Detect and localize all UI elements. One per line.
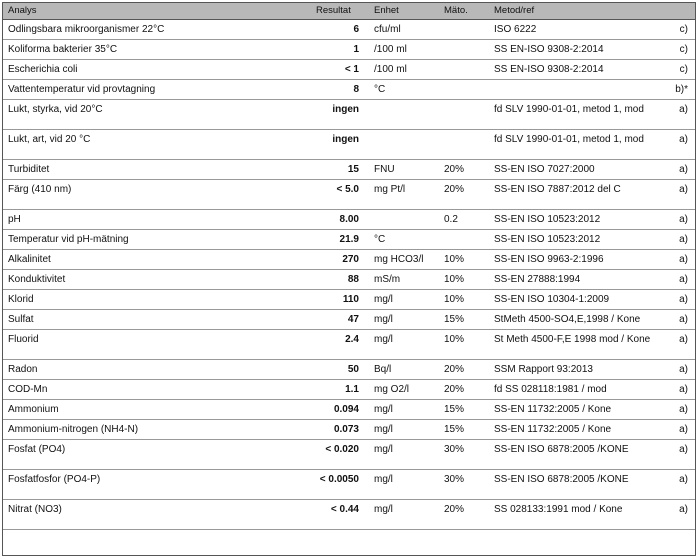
result-value: 47 bbox=[347, 314, 359, 325]
method-ref: fd SS 028118:1981 / mod bbox=[494, 384, 607, 395]
table-header bbox=[3, 3, 695, 20]
accreditation-note: a) bbox=[679, 504, 688, 515]
accreditation-note: a) bbox=[679, 334, 688, 345]
measurement-uncertainty: 20% bbox=[444, 384, 465, 395]
accreditation-note: b)* bbox=[675, 84, 688, 95]
measurement-uncertainty: 30% bbox=[444, 474, 465, 485]
method-ref: SS-EN ISO 9963-2:1996 bbox=[494, 254, 604, 265]
accreditation-note: a) bbox=[679, 364, 688, 375]
accreditation-note: a) bbox=[679, 274, 688, 285]
table-row bbox=[3, 400, 695, 420]
header-mato: Mäto. bbox=[444, 5, 468, 16]
measurement-uncertainty: 20% bbox=[444, 364, 465, 375]
analyte-name: Odlingsbara mikroorganismer 22°C bbox=[8, 24, 165, 35]
unit: °C bbox=[374, 84, 386, 95]
accreditation-note: a) bbox=[679, 234, 688, 245]
table-row bbox=[3, 250, 695, 270]
method-ref: SS 028133:1991 mod / Kone bbox=[494, 504, 623, 515]
table-row bbox=[3, 290, 695, 310]
result-value: 21.9 bbox=[339, 234, 359, 245]
analyte-name: Alkalinitet bbox=[8, 254, 51, 265]
analyte-name: Ammonium-nitrogen (NH4-N) bbox=[8, 424, 139, 435]
result-value: 50 bbox=[347, 364, 359, 375]
unit: mg/l bbox=[374, 474, 393, 485]
method-ref: SS-EN ISO 10523:2012 bbox=[494, 214, 601, 225]
unit: mg/l bbox=[374, 404, 393, 415]
accreditation-note: c) bbox=[679, 44, 688, 55]
result-value: 15 bbox=[347, 164, 359, 175]
analyte-name: Sulfat bbox=[8, 314, 34, 325]
analyte-name: COD-Mn bbox=[8, 384, 48, 395]
analyte-name: Lukt, styrka, vid 20°C bbox=[8, 104, 103, 115]
measurement-uncertainty: 30% bbox=[444, 444, 465, 455]
table-row bbox=[3, 40, 695, 60]
result-value: 2.4 bbox=[345, 334, 359, 345]
method-ref: fd SLV 1990-01-01, metod 1, mod bbox=[494, 134, 644, 145]
accreditation-note: a) bbox=[679, 314, 688, 325]
method-ref: SS-EN ISO 6878:2005 /KONE bbox=[494, 444, 629, 455]
unit: mg HCO3/l bbox=[374, 254, 424, 265]
analyte-name: Radon bbox=[8, 364, 38, 375]
analyte-name: Klorid bbox=[8, 294, 34, 305]
method-ref: SSM Rapport 93:2013 bbox=[494, 364, 593, 375]
result-value: < 0.44 bbox=[330, 504, 359, 515]
accreditation-note: a) bbox=[679, 254, 688, 265]
method-ref: fd SLV 1990-01-01, metod 1, mod bbox=[494, 104, 644, 115]
measurement-uncertainty: 15% bbox=[444, 314, 465, 325]
measurement-uncertainty: 0.2 bbox=[444, 214, 458, 225]
unit: mg/l bbox=[374, 334, 393, 345]
result-value: 110 bbox=[342, 294, 359, 305]
method-ref: StMeth 4500-SO4,E,1998 / Kone bbox=[494, 314, 641, 325]
accreditation-note: a) bbox=[679, 164, 688, 175]
table-row bbox=[3, 470, 695, 500]
method-ref: St Meth 4500-F,E 1998 mod / Kone bbox=[494, 334, 651, 345]
result-value: 1.1 bbox=[345, 384, 359, 395]
measurement-uncertainty: 10% bbox=[444, 274, 465, 285]
method-ref: SS EN-ISO 9308-2:2014 bbox=[494, 64, 604, 75]
unit: Bq/l bbox=[374, 364, 392, 375]
result-value: 8 bbox=[353, 84, 359, 95]
unit: FNU bbox=[374, 164, 395, 175]
analyte-name: Escherichia coli bbox=[8, 64, 78, 75]
result-value: < 0.0050 bbox=[319, 474, 359, 485]
accreditation-note: a) bbox=[679, 134, 688, 145]
method-ref: ISO 6222 bbox=[494, 24, 537, 35]
result-value: 0.094 bbox=[333, 404, 359, 415]
measurement-uncertainty: 10% bbox=[444, 254, 465, 265]
unit: mg/l bbox=[374, 444, 393, 455]
accreditation-note: a) bbox=[679, 424, 688, 435]
analyte-name: Vattentemperatur vid provtagning bbox=[8, 84, 156, 95]
accreditation-note: a) bbox=[679, 384, 688, 395]
result-value: 8.00 bbox=[339, 214, 359, 225]
table-row bbox=[3, 160, 695, 180]
unit: /100 ml bbox=[374, 44, 407, 55]
analyte-name: Konduktivitet bbox=[8, 274, 66, 285]
result-value: 6 bbox=[353, 24, 359, 35]
result-value: 1 bbox=[353, 44, 359, 55]
header-metod: Metod/ref bbox=[494, 5, 535, 16]
result-value: < 1 bbox=[344, 64, 359, 75]
accreditation-note: a) bbox=[679, 104, 688, 115]
table-row bbox=[3, 420, 695, 440]
measurement-uncertainty: 20% bbox=[444, 164, 465, 175]
result-value: 270 bbox=[342, 254, 359, 265]
accreditation-note: c) bbox=[679, 64, 688, 75]
result-value: ingen bbox=[332, 134, 359, 145]
table-row bbox=[3, 80, 695, 100]
unit: mg/l bbox=[374, 504, 393, 515]
table-row bbox=[3, 380, 695, 400]
method-ref: SS-EN ISO 7027:2000 bbox=[494, 164, 595, 175]
method-ref: SS-EN ISO 6878:2005 /KONE bbox=[494, 474, 629, 485]
analyte-name: Fosfat (PO4) bbox=[8, 444, 66, 455]
analyte-name: Temperatur vid pH-mätning bbox=[8, 234, 129, 245]
table-row bbox=[3, 210, 695, 230]
table-row bbox=[3, 60, 695, 80]
analyte-name: Ammonium bbox=[8, 404, 59, 415]
measurement-uncertainty: 15% bbox=[444, 424, 465, 435]
accreditation-note: a) bbox=[679, 184, 688, 195]
header-analys: Analys bbox=[8, 5, 37, 16]
method-ref: SS-EN 11732:2005 / Kone bbox=[494, 424, 612, 435]
unit: mS/m bbox=[374, 274, 401, 285]
analyte-name: Lukt, art, vid 20 °C bbox=[8, 134, 91, 145]
accreditation-note: a) bbox=[679, 474, 688, 485]
unit: /100 ml bbox=[374, 64, 407, 75]
analyte-name: Turbiditet bbox=[8, 164, 50, 175]
unit: mg O2/l bbox=[374, 384, 410, 395]
unit: mg/l bbox=[374, 424, 393, 435]
header-resultat: Resultat bbox=[316, 5, 351, 16]
accreditation-note: a) bbox=[679, 294, 688, 305]
result-value: ingen bbox=[332, 104, 359, 115]
result-value: < 5.0 bbox=[336, 184, 359, 195]
result-value: < 0.020 bbox=[325, 444, 359, 455]
method-ref: SS EN-ISO 9308-2:2014 bbox=[494, 44, 604, 55]
unit: mg/l bbox=[374, 314, 393, 325]
measurement-uncertainty: 15% bbox=[444, 404, 465, 415]
header-enhet: Enhet bbox=[374, 5, 399, 16]
analyte-name: Färg (410 nm) bbox=[8, 184, 72, 195]
measurement-uncertainty: 20% bbox=[444, 504, 465, 515]
method-ref: SS-EN 11732:2005 / Kone bbox=[494, 404, 612, 415]
table-row bbox=[3, 20, 695, 40]
table-row bbox=[3, 330, 695, 360]
table-row bbox=[3, 500, 695, 530]
table-row bbox=[3, 180, 695, 210]
analyte-name: Koliforma bakterier 35°C bbox=[8, 44, 118, 55]
table-row bbox=[3, 230, 695, 250]
table-row bbox=[3, 270, 695, 290]
method-ref: SS-EN 27888:1994 bbox=[494, 274, 581, 285]
method-ref: SS-EN ISO 7887:2012 del C bbox=[494, 184, 621, 195]
measurement-uncertainty: 10% bbox=[444, 294, 465, 305]
table-row bbox=[3, 310, 695, 330]
table-row bbox=[3, 440, 695, 470]
results-table bbox=[2, 2, 696, 556]
result-value: 0.073 bbox=[333, 424, 359, 435]
method-ref: SS-EN ISO 10523:2012 bbox=[494, 234, 601, 245]
table-row bbox=[3, 100, 695, 130]
unit: mg Pt/l bbox=[374, 184, 406, 195]
analyte-name: Fluorid bbox=[8, 334, 39, 345]
accreditation-note: a) bbox=[679, 404, 688, 415]
analyte-name: Fosfatfosfor (PO4-P) bbox=[8, 474, 101, 485]
table-row bbox=[3, 360, 695, 380]
accreditation-note: a) bbox=[679, 214, 688, 225]
measurement-uncertainty: 10% bbox=[444, 334, 465, 345]
accreditation-note: c) bbox=[679, 24, 688, 35]
analyte-name: Nitrat (NO3) bbox=[8, 504, 62, 515]
analyte-name: pH bbox=[8, 214, 21, 225]
unit: cfu/ml bbox=[374, 24, 401, 35]
measurement-uncertainty: 20% bbox=[444, 184, 465, 195]
table-row bbox=[3, 130, 695, 160]
unit: mg/l bbox=[374, 294, 393, 305]
accreditation-note: a) bbox=[679, 444, 688, 455]
unit: °C bbox=[374, 234, 386, 245]
result-value: 88 bbox=[347, 274, 359, 285]
method-ref: SS-EN ISO 10304-1:2009 bbox=[494, 294, 610, 305]
